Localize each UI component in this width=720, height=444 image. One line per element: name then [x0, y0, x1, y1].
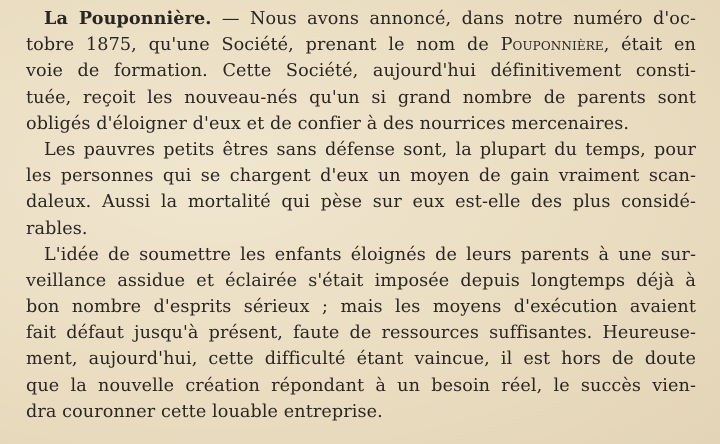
text-line [26, 32, 696, 58]
text-line: tuée, reçoit les nouveau-nés qu'un si grand nombre de parents sont [26, 87, 696, 108]
article-title: La Pouponnière. [44, 8, 212, 29]
text-line: daleux. Aussi la mortalité qui pèse sur eux est-elle des plus considé- [26, 192, 696, 213]
text-fragment: tobre 1875, qu'une Société, prenant le nom de [26, 35, 501, 56]
text-line: les personnes qui se chargent d'eux un moyen de gain vraiment scan- [26, 166, 696, 187]
text-line: voie de formation. Cette Société, aujourd'hui définitivement consti- [26, 61, 696, 82]
text-line: dra couronner cette louable entreprise. [26, 401, 383, 422]
text-line: fait défaut jusqu'à présent, faute de ressources suffisantes. Heureuse- [26, 323, 696, 344]
text-line: rables. [26, 218, 88, 239]
text-line: que la nouvelle création répondant à un besoin réel, le succès vien- [26, 375, 696, 396]
text-line: Les pauvres petits êtres sans défense sont, la plupart du temps, pour [44, 139, 696, 160]
text-fragment: — Nous avons annoncé, dans notre numéro d'oc- [211, 9, 696, 29]
society-name: Pouponnière [500, 35, 604, 56]
text-line [26, 6, 696, 32]
text-line: L'idée de soumettre les enfants éloignés de leurs parents à une sur- [44, 244, 696, 265]
text-line: ment, aujourd'hui, cette difficulté étant vaincue, il est hors de doute [26, 349, 696, 370]
text-line: bon nombre d'esprits sérieux ; mais les moyens d'exécution avaient [26, 297, 696, 318]
text-line: veillance assidue et éclairée s'était imposée depuis longtemps déjà à [26, 270, 696, 291]
article-text [26, 6, 696, 425]
text-fragment: , était en [603, 35, 696, 56]
text-line: obligés d'éloigner d'eux et de confier à des nourrices mercenaires. [26, 113, 630, 134]
